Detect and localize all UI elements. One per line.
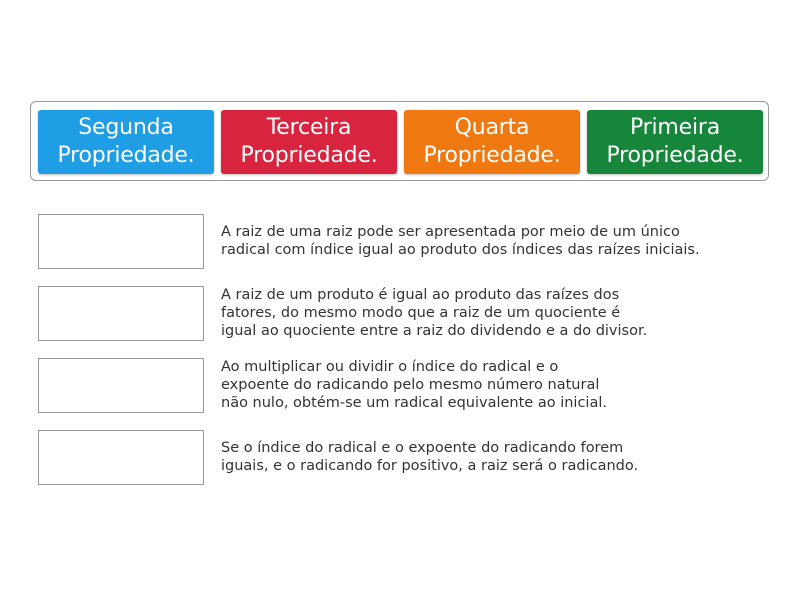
description-line: A raiz de um produto é igual ao produto das raízes dos: [221, 287, 620, 303]
tile-label-line2: Propriedade.: [240, 143, 378, 168]
description-3: [221, 358, 741, 412]
description-line: não nulo, obtém-se um radical equivalente ao inicial.: [221, 395, 607, 411]
description-line: fatores, do mesmo modo que a raiz de um quociente é: [221, 305, 621, 321]
tile-label-line2: Propriedade.: [606, 143, 744, 168]
tile-label-line2: Propriedade.: [423, 143, 561, 168]
description-line: A raiz de uma raiz pode ser apresentada por meio de um único: [221, 224, 680, 240]
description-line: Ao multiplicar ou dividir o índice do radical e o: [221, 359, 559, 375]
tile-segunda-propriedade[interactable]: [38, 110, 214, 174]
drop-box-3[interactable]: [38, 358, 204, 413]
description-4: [221, 439, 741, 475]
drop-box-1[interactable]: [38, 214, 204, 269]
tile-primeira-propriedade[interactable]: [587, 110, 763, 174]
tile-label-line2: Propriedade.: [57, 143, 195, 168]
tile-label-line1: Terceira: [266, 115, 352, 140]
description-line: radical com índice igual ao produto dos índices das raízes iniciais.: [221, 242, 700, 258]
tile-quarta-propriedade[interactable]: [404, 110, 580, 174]
tile-label-line1: Segunda: [78, 115, 174, 140]
description-1: [221, 223, 741, 259]
description-line: expoente do radicando pelo mesmo número natural: [221, 377, 600, 393]
tile-bank: [30, 101, 769, 181]
tile-terceira-propriedade[interactable]: [221, 110, 397, 174]
tile-label-line1: Primeira: [629, 115, 721, 140]
description-line: iguais, e o radicando for positivo, a raiz será o radicando.: [221, 458, 639, 474]
tile-label-line1: Quarta: [454, 115, 530, 140]
description-line: Se o índice do radical e o expoente do radicando forem: [221, 440, 624, 456]
drop-box-4[interactable]: [38, 430, 204, 485]
drop-box-2[interactable]: [38, 286, 204, 341]
description-2: [221, 286, 741, 340]
description-line: igual ao quociente entre a raiz do dividendo e a do divisor.: [221, 323, 648, 339]
